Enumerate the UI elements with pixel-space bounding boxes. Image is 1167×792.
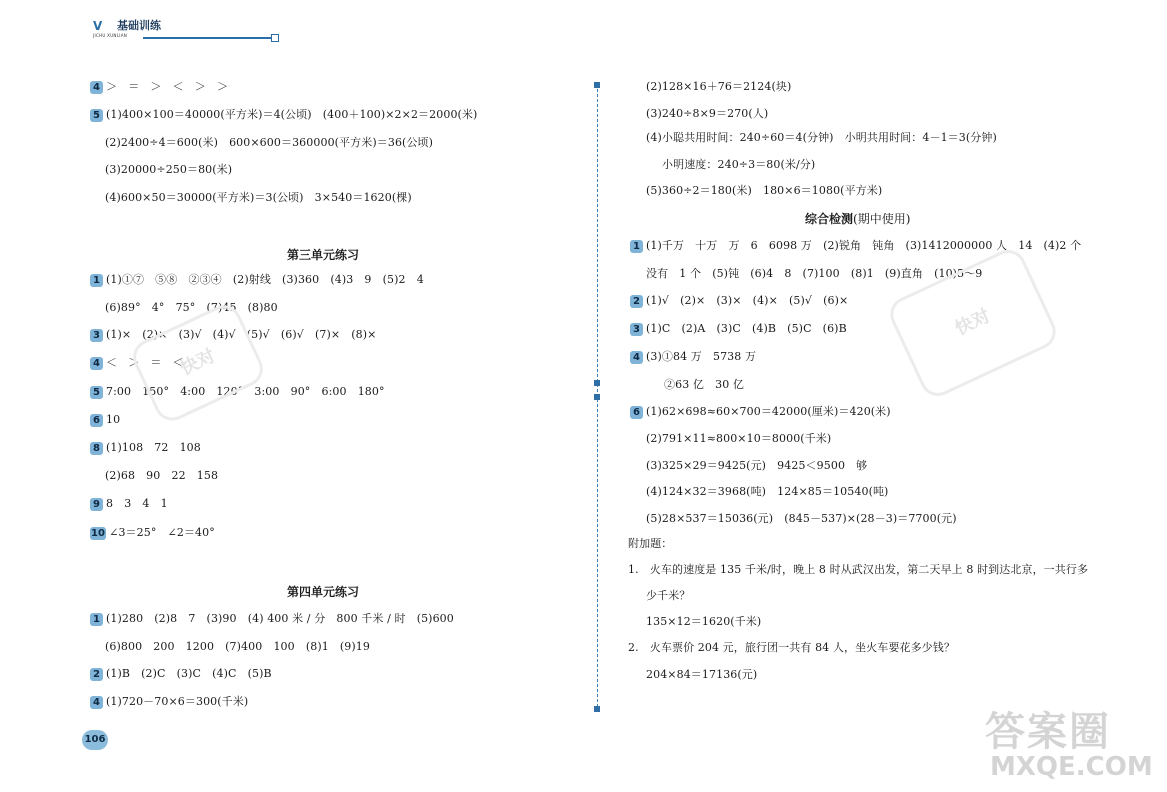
answer-line xyxy=(90,441,201,455)
answer-line xyxy=(90,526,215,540)
question-number: 1 xyxy=(630,240,643,253)
answer-text: (4)600×50＝30000(平方米)＝3(公顷) 3×540＝1620(棵) xyxy=(105,191,412,204)
answer-text: (3)①84 万 5738 万 xyxy=(646,350,757,363)
answer-text: (1)400×100＝40000(平方米)＝4(公顷) (400＋100)×2×2＝2000(米) xyxy=(106,108,478,121)
answer-line xyxy=(90,497,168,511)
question-number: 4 xyxy=(90,81,103,94)
answer-text: (1)C (2)A (3)C (4)B (5)C (6)B xyxy=(646,322,847,335)
question-number: 10 xyxy=(91,527,106,539)
answer-line xyxy=(646,80,791,94)
answer-line xyxy=(105,469,218,483)
question-number: 5 xyxy=(90,386,103,399)
answer-line xyxy=(630,405,891,419)
answer-text: (5)360÷2＝180(米) 180×6＝1080(平方米) xyxy=(646,184,883,197)
question-number: 3 xyxy=(630,323,643,336)
question-number: 1 xyxy=(90,613,103,626)
bonus-line: 204×84＝17136(元) xyxy=(646,668,758,681)
answer-line xyxy=(662,158,815,172)
answer-line xyxy=(646,432,831,446)
answer-line xyxy=(646,459,867,473)
answer-text: ＜ ＞ ＝ ＜ xyxy=(106,356,184,369)
question-number: 6 xyxy=(90,414,103,427)
question-number: 4 xyxy=(630,351,643,364)
answer-text: (1)108 72 108 xyxy=(106,441,201,454)
watermark-site-cn: 答案圈 xyxy=(985,709,1111,755)
answer-line xyxy=(105,163,232,177)
section-title-exam xyxy=(805,210,910,227)
answer-text: (6)800 200 1200 (7)400 100 (8)1 (9)19 xyxy=(105,640,370,653)
answer-line xyxy=(664,378,744,392)
question-number: 4 xyxy=(90,357,103,370)
section-title-unit4: 第四单元练习 xyxy=(287,585,360,599)
question-number: 1 xyxy=(90,274,103,287)
answer-text: (1)62×698≈60×700＝42000(厘米)＝420(米) xyxy=(646,405,891,418)
bonus-line: 1. 火车的速度是 135 千米/时，晚上 8 时从武汉出发，第二天早上 8 时到达北京，一共行多 xyxy=(628,563,1089,576)
answer-text: ＞ ＝ ＞ ＜ ＞ ＞ xyxy=(106,80,229,93)
answer-text: (2)68 90 22 158 xyxy=(105,469,219,482)
answer-line xyxy=(90,695,248,709)
watermark-stamp: 快对 xyxy=(884,244,1061,402)
bonus-heading: 附加题： xyxy=(628,537,673,550)
watermark-stamp: 快对 xyxy=(127,300,268,427)
answer-text: 小明速度：240÷3＝80(米/分) xyxy=(662,158,816,171)
answer-text: 没有 1 个 (5)钝 (6)4 8 (7)100 (8)1 (9)直角 (10)5～9 xyxy=(646,267,983,280)
answer-line xyxy=(90,80,228,94)
question-number: 2 xyxy=(90,668,103,681)
answer-text: (1)× (2)× (3)√ (4)√ (5)√ (6)√ (7)× (8)× xyxy=(106,328,377,341)
answer-text: (4)124×32＝3968(吨) 124×85＝10540(吨) xyxy=(646,485,889,498)
answer-text: (3)20000÷250＝80(米) xyxy=(105,163,233,176)
answer-line xyxy=(105,191,412,205)
answer-line xyxy=(630,294,848,308)
book-brand-pinyin: JICHU XUNLIAN xyxy=(93,33,128,38)
answer-text: (2)791×11≈800×10＝8000(千米) xyxy=(646,432,832,445)
page-number: 106 xyxy=(82,730,108,750)
answer-line xyxy=(646,107,768,121)
answer-text: (3)325×29＝9425(元) 9425＜9500 够 xyxy=(646,459,868,472)
answer-line xyxy=(90,108,477,122)
answer-line xyxy=(105,136,433,150)
bonus-line: 135×12＝1620(千米) xyxy=(646,615,762,628)
answer-text: (3)240÷8×9＝270(人) xyxy=(646,107,769,120)
question-number: 4 xyxy=(90,696,103,709)
answer-text: (1)720－70×6＝300(千米) xyxy=(106,695,249,708)
question-number: 3 xyxy=(90,329,103,342)
right-page xyxy=(600,0,1167,792)
answer-text: (1)√ (2)× (3)× (4)× (5)√ (6)× xyxy=(646,294,849,307)
answer-text: (1)280 (2)8 7 (3)90 (4) 400 米 / 分 800 千米 / 时 (5)600 xyxy=(106,612,454,625)
answer-line xyxy=(630,350,756,364)
question-number: 2 xyxy=(630,295,643,308)
answer-text: 8 3 4 1 xyxy=(106,497,168,510)
answer-text: (1)千万 十万 万 6 6098 万 (2)锐角 钝角 (3)1412000000 人 14 (4)2 个 xyxy=(646,239,1082,252)
answer-line xyxy=(90,413,120,427)
bonus-line: 2. 火车票价 204 元，旅行团一共有 84 人，坐火车要花多少钱？ xyxy=(628,641,955,654)
answer-text: 7:00 150° 4:00 120° 3:00 90° 6:00 180° xyxy=(106,385,385,398)
answer-line xyxy=(646,267,982,281)
answer-text: (5)28×537＝15036(元) (845－537)×(28－3)＝7700(元) xyxy=(646,512,957,525)
logo-icon: ⴸ xyxy=(93,19,103,33)
bonus-line: 少千米？ xyxy=(646,589,691,602)
answer-text: (6)89° 4° 75° (7)45 (8)80 xyxy=(105,301,278,314)
answer-text: (1)①⑦ ⑤⑧ ②③④ (2)射线 (3)360 (4)3 9 (5)2 4 xyxy=(106,273,424,286)
answer-line xyxy=(105,301,278,315)
answer-line xyxy=(646,184,882,198)
answer-text: (1)B (2)C (3)C (4)C (5)B xyxy=(106,667,272,680)
question-number: 6 xyxy=(630,406,643,419)
question-number: 5 xyxy=(90,109,103,122)
answer-line xyxy=(90,273,424,287)
answer-text: ②63 亿 30 亿 xyxy=(664,378,744,391)
book-brand: 基础训练 xyxy=(117,19,161,32)
answer-line xyxy=(630,322,847,336)
answer-text: 10 xyxy=(106,413,121,426)
answer-text: ∠3＝25° ∠2＝40° xyxy=(109,526,215,539)
answer-text: (4)小聪共用时间：240÷60＝4(分钟) 小明共用时间：4－1＝3(分钟) xyxy=(646,131,997,144)
section-title-unit3: 第三单元练习 xyxy=(287,248,360,262)
answer-line xyxy=(105,640,370,654)
watermark-site-en: MXQE.COM xyxy=(990,752,1153,782)
answer-line xyxy=(90,667,272,681)
question-number: 9 xyxy=(90,498,103,511)
answer-line xyxy=(646,131,997,145)
left-page xyxy=(0,0,580,792)
answer-line xyxy=(646,485,888,499)
exam-subtitle: (期中使用) xyxy=(853,212,911,226)
exam-title: 综合检测 xyxy=(805,212,854,226)
answer-text: (2)128×16＋76＝2124(块) xyxy=(646,80,792,93)
answer-text: (2)2400÷4＝600(米) 600×600＝360000(平方米)＝36(公顷) xyxy=(105,136,434,149)
answer-line xyxy=(90,612,454,626)
answer-line xyxy=(646,512,957,526)
question-number: 8 xyxy=(90,442,103,455)
